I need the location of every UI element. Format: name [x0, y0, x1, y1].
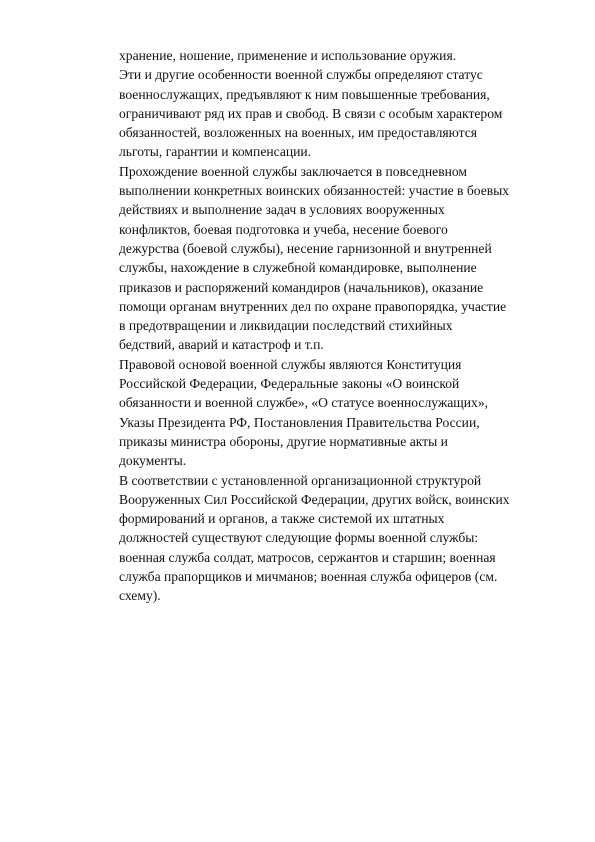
text-line: в предотвращении и ликвидации последствий стихийных [119, 318, 453, 334]
text-line: Прохождение военной службы заключается в повседневном [119, 163, 468, 179]
text-line: Правовой основой военной службы являются Конституция [119, 356, 462, 372]
text-line: обязанностей, возложенных на военных, им предоставляются [119, 125, 478, 141]
text-line: льготы, гарантии и компенсации. [119, 144, 312, 160]
text-line: документы. [119, 453, 187, 469]
text-line: должностей существуют следующие формы военной службы: [119, 530, 479, 546]
text-line: схему). [119, 588, 161, 604]
text-line: приказов и распоряжений командиров (начальников), оказание [119, 279, 484, 295]
text-line: приказы министра обороны, другие нормативные акты и [119, 433, 448, 449]
text-line: военнослужащих, предъявляют к ним повышенные требования, [119, 86, 490, 102]
text-line: действиях и выполнение задач в условиях вооруженных [119, 202, 445, 218]
text-line: ограничивают ряд их прав и свобод. В связи с особым характером [119, 105, 503, 121]
text-line: военная служба солдат, матросов, сержантов и старшин; военная [119, 549, 496, 565]
text-line: формирований и органов, а также системой их штатных [119, 511, 445, 527]
document-body-text [119, 46, 529, 606]
text-line: обязанности и военной службе», «О статусе военнослужащих», [119, 395, 489, 411]
text-line: Вооруженных Сил Российской Федерации, других войск, воинских [119, 491, 510, 507]
text-line: службы, нахождение в служебной командировке, выполнение [119, 260, 477, 276]
text-line: конфликтов, боевая подготовка и учеба, несение боевого [119, 221, 448, 237]
text-line: Эти и другие особенности военной службы определяют статус [119, 67, 483, 83]
text-line: хранение, ношение, применение и использование оружия. [119, 48, 457, 63]
text-line: дежурства (боевой службы), несение гарнизонной и внутренней [119, 240, 492, 256]
text-line: выполнении конкретных воинских обязанностей: участие в боевых [119, 183, 510, 199]
text-line: В соответствии с установленной организационной структурой [119, 472, 482, 488]
text-line: Указы Президента РФ, Постановления Правительства России, [119, 414, 480, 430]
text-line: Российской Федерации, Федеральные законы «О воинской [119, 376, 460, 392]
text-line: помощи органам внутренних дел по охране правопорядка, участие [119, 298, 507, 314]
text-line: служба прапорщиков и мичманов; военная служба офицеров (см. [119, 569, 498, 585]
text-line: бедствий, аварий и катастроф и т.п. [119, 337, 324, 353]
